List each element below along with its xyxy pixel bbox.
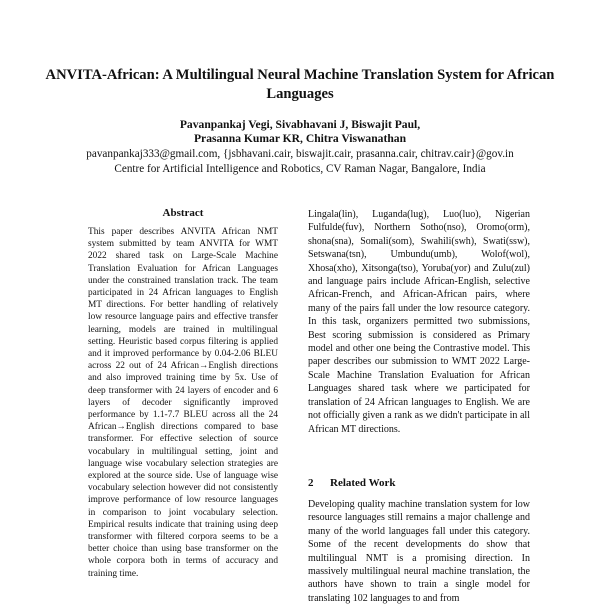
- abstract-heading: Abstract: [162, 207, 204, 219]
- section-title: Related Work: [330, 477, 396, 489]
- authors-line-2: Prasanna Kumar KR, Chitra Viswanathan: [193, 132, 407, 145]
- section-number: 2: [308, 477, 314, 489]
- paper-title: ANVITA-African: A Multilingual Neural Machine Translation System for African Languages: [45, 67, 555, 102]
- authors-line-1: Pavanpankaj Vegi, Sivabhavani J, Biswajit Paul,: [179, 118, 421, 131]
- author-emails: pavanpankaj333@gmail.com, {jsbhavani.cair, biswajit.cair, prasanna.cair, chitrav.cair}@gov.in: [86, 148, 514, 160]
- related-work-body: Developing quality machine translation system for low resource languages still remains a major challenge and many of the world languages fall under this category. Some of the recent developments do show that multilingual NMT is a promising direction. In massively multilingual neural machine translation, the authors have shown to train a single model for translating 102 languages to and from: [308, 499, 530, 604]
- author-list: [40, 118, 560, 146]
- introduction-continued: Lingala(lin), Luganda(lug), Luo(luo), Nigerian Fulfulde(fuv), Northern Sotho(nso), Oromo(orm), shona(sna), Somali(som), Swahili(swh), Swati(ssw), Setswana(tsn), Umbundu(umb), Wolof(wol), Xhosa(xho), Xitsonga(tso), Yoruba(yor) and Zulu(zul) and language pairs include African-English, selective African-French, and African-African pairs, where many of the pairs fall under the low resource category. In this task, organizers permitted two submissions, Best scoring submission is considered as Primary model and other one being the Contrastive model. This paper describes our submission to WMT 2022 Large-Scale Machine Translation Evaluation for African Languages shared task where we participated for translation of 24 African languages to English. We are not officially given a rank as we didn't participate in all African MT directions.: [308, 209, 530, 435]
- author-affiliation: Centre for Artificial Intelligence and Robotics, CV Raman Nagar, Bangalore, India: [114, 163, 486, 175]
- abstract-body: This paper describes ANVITA African NMT system submitted by team ANVITA for WMT 2022 shared task on Large-Scale Machine Translation Evaluation for African Languages under the constrained translation track. The team participated in 24 African languages to English MT directions. For better handling of relatively low resource language pairs and effective transfer learning, models are trained in multilingual setting. Heuristic based corpus filtering is applied and it improved performance by 0.04-2.06 BLEU across 22 out of 24 African→English directions and also improved training time by 5x. Use of deep transformer with 24 layers of encoder and 6 layers of decoder significantly improved performance by 1.1-7.7 BLEU across all the 24 African→English directions compared to base transformer. For effective selection of source vocabulary in multilingual setting, joint and language wise vocabulary selection strategies are explored at the source side. Use of language wise vocabulary selection however did not consistently improve performance of low resource languages in comparison to joint vocabulary selection. Empirical results indicate that training using deep transformer with filtered corpora seems to be a better choice than using base transformer on the whole corpora both in terms of accuracy and training time.: [88, 227, 278, 579]
- section-heading-related-work: [308, 476, 530, 490]
